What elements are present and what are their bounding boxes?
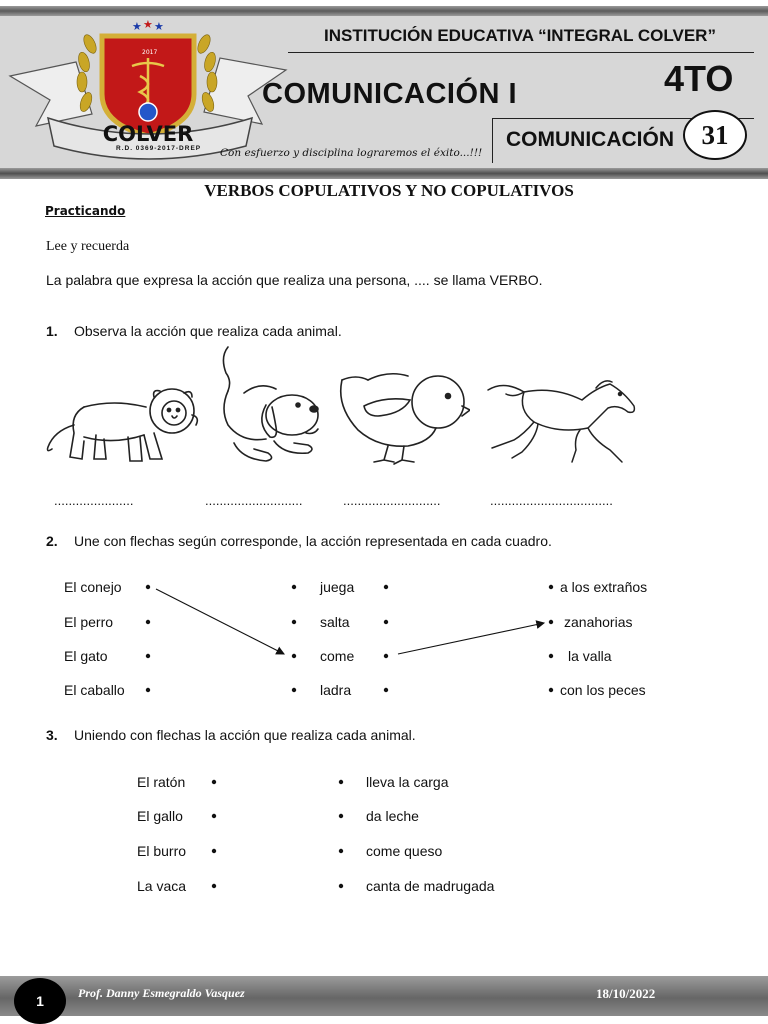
school-motto: Con esfuerzo y disciplina lograremos el éxito...!!! [220,147,483,159]
q2-number: 2. [46,533,58,549]
q2-right-item: la valla [568,648,612,664]
institution-name: INSTITUCIÓN EDUCATIVA “INTEGRAL COLVER” [324,26,716,45]
q3-left-item: El burro [137,843,187,859]
q3-right-item: da leche [366,808,419,824]
intro-text: Lee y recuerda [46,239,130,254]
q2-middle-item: salta [320,614,350,630]
course-title: COMUNICACIÓN I [262,78,518,110]
logo-text: COLVER [102,122,194,146]
lion-icon [44,385,200,467]
teacher-name: Prof. Danny Esmegraldo Vasquez [78,986,245,1000]
q2-right-item: a los extraños [560,579,648,595]
q3-left-item: La vaca [137,878,187,894]
footer-date: 18/10/2022 [596,986,656,1001]
header-divider [288,52,754,53]
worksheet-number: 31 [683,110,747,160]
q2-text: Une con flechas según corresponde, la acción representada en cada cuadro. [74,533,552,549]
q3-right-item: lleva la carga [366,774,449,790]
svg-text:★: ★ [132,20,142,33]
section-subtitle: Practicando [45,204,126,218]
q2-right-item: zanahorias [564,614,633,630]
area-box-left-border [492,118,493,163]
school-logo [6,14,296,164]
q2-example-arrow-2 [398,623,544,654]
q1-text: Observa la acción que realiza cada animal. [74,323,342,339]
grade-label: 4TO [664,58,734,99]
q2-example-arrow-1 [156,589,284,654]
q3-left-item: El gallo [137,808,183,824]
q2-left-item: El gato [64,648,108,664]
verb-definition: La palabra que expresa la acción que realiza una persona, .... se llama VERBO. [46,272,543,288]
q2-middle-item: ladra [320,682,352,698]
q2-middle-item: come [320,648,355,664]
q3-right-item: come queso [366,843,443,859]
q1-blank-4[interactable]: .................................. [490,493,613,508]
resolution-code: R.D. 0369-2017-DREP [116,145,202,152]
q2-left-item: El perro [64,614,114,630]
q1-number: 1. [46,323,58,339]
q3-match-area[interactable] [0,765,768,895]
q2-match-area[interactable] [0,570,768,700]
q2-left-item: El caballo [64,682,125,698]
horse-icon [484,378,640,466]
q3-text: Uniendo con flechas la acción que realiza cada animal. [74,727,416,743]
svg-text:★: ★ [143,18,153,31]
q3-number: 3. [46,727,58,743]
q2-left-item: El conejo [64,579,122,595]
q3-bullets [212,780,343,888]
page-number: 1 [14,978,66,1024]
dog-icon [214,343,324,465]
chick-icon [338,366,470,466]
q3-left-item: El ratón [137,774,186,790]
svg-text:2017: 2017 [142,49,158,56]
worksheet-title: VERBOS COPULATIVOS Y NO COPULATIVOS [204,181,574,200]
q2-bullets [146,585,553,692]
svg-text:★: ★ [154,20,164,33]
area-label: COMUNICACIÓN [506,128,674,151]
q1-blank-3[interactable]: ........................... [343,493,441,508]
q3-right-item: canta de madrugada [366,878,495,894]
q2-middle-item: juega [320,579,355,595]
header-bottom-bar [0,168,768,179]
q1-blank-2[interactable]: ........................... [205,493,303,508]
q1-blank-1[interactable]: ...................... [54,493,134,508]
q2-right-item: con los peces [560,682,646,698]
